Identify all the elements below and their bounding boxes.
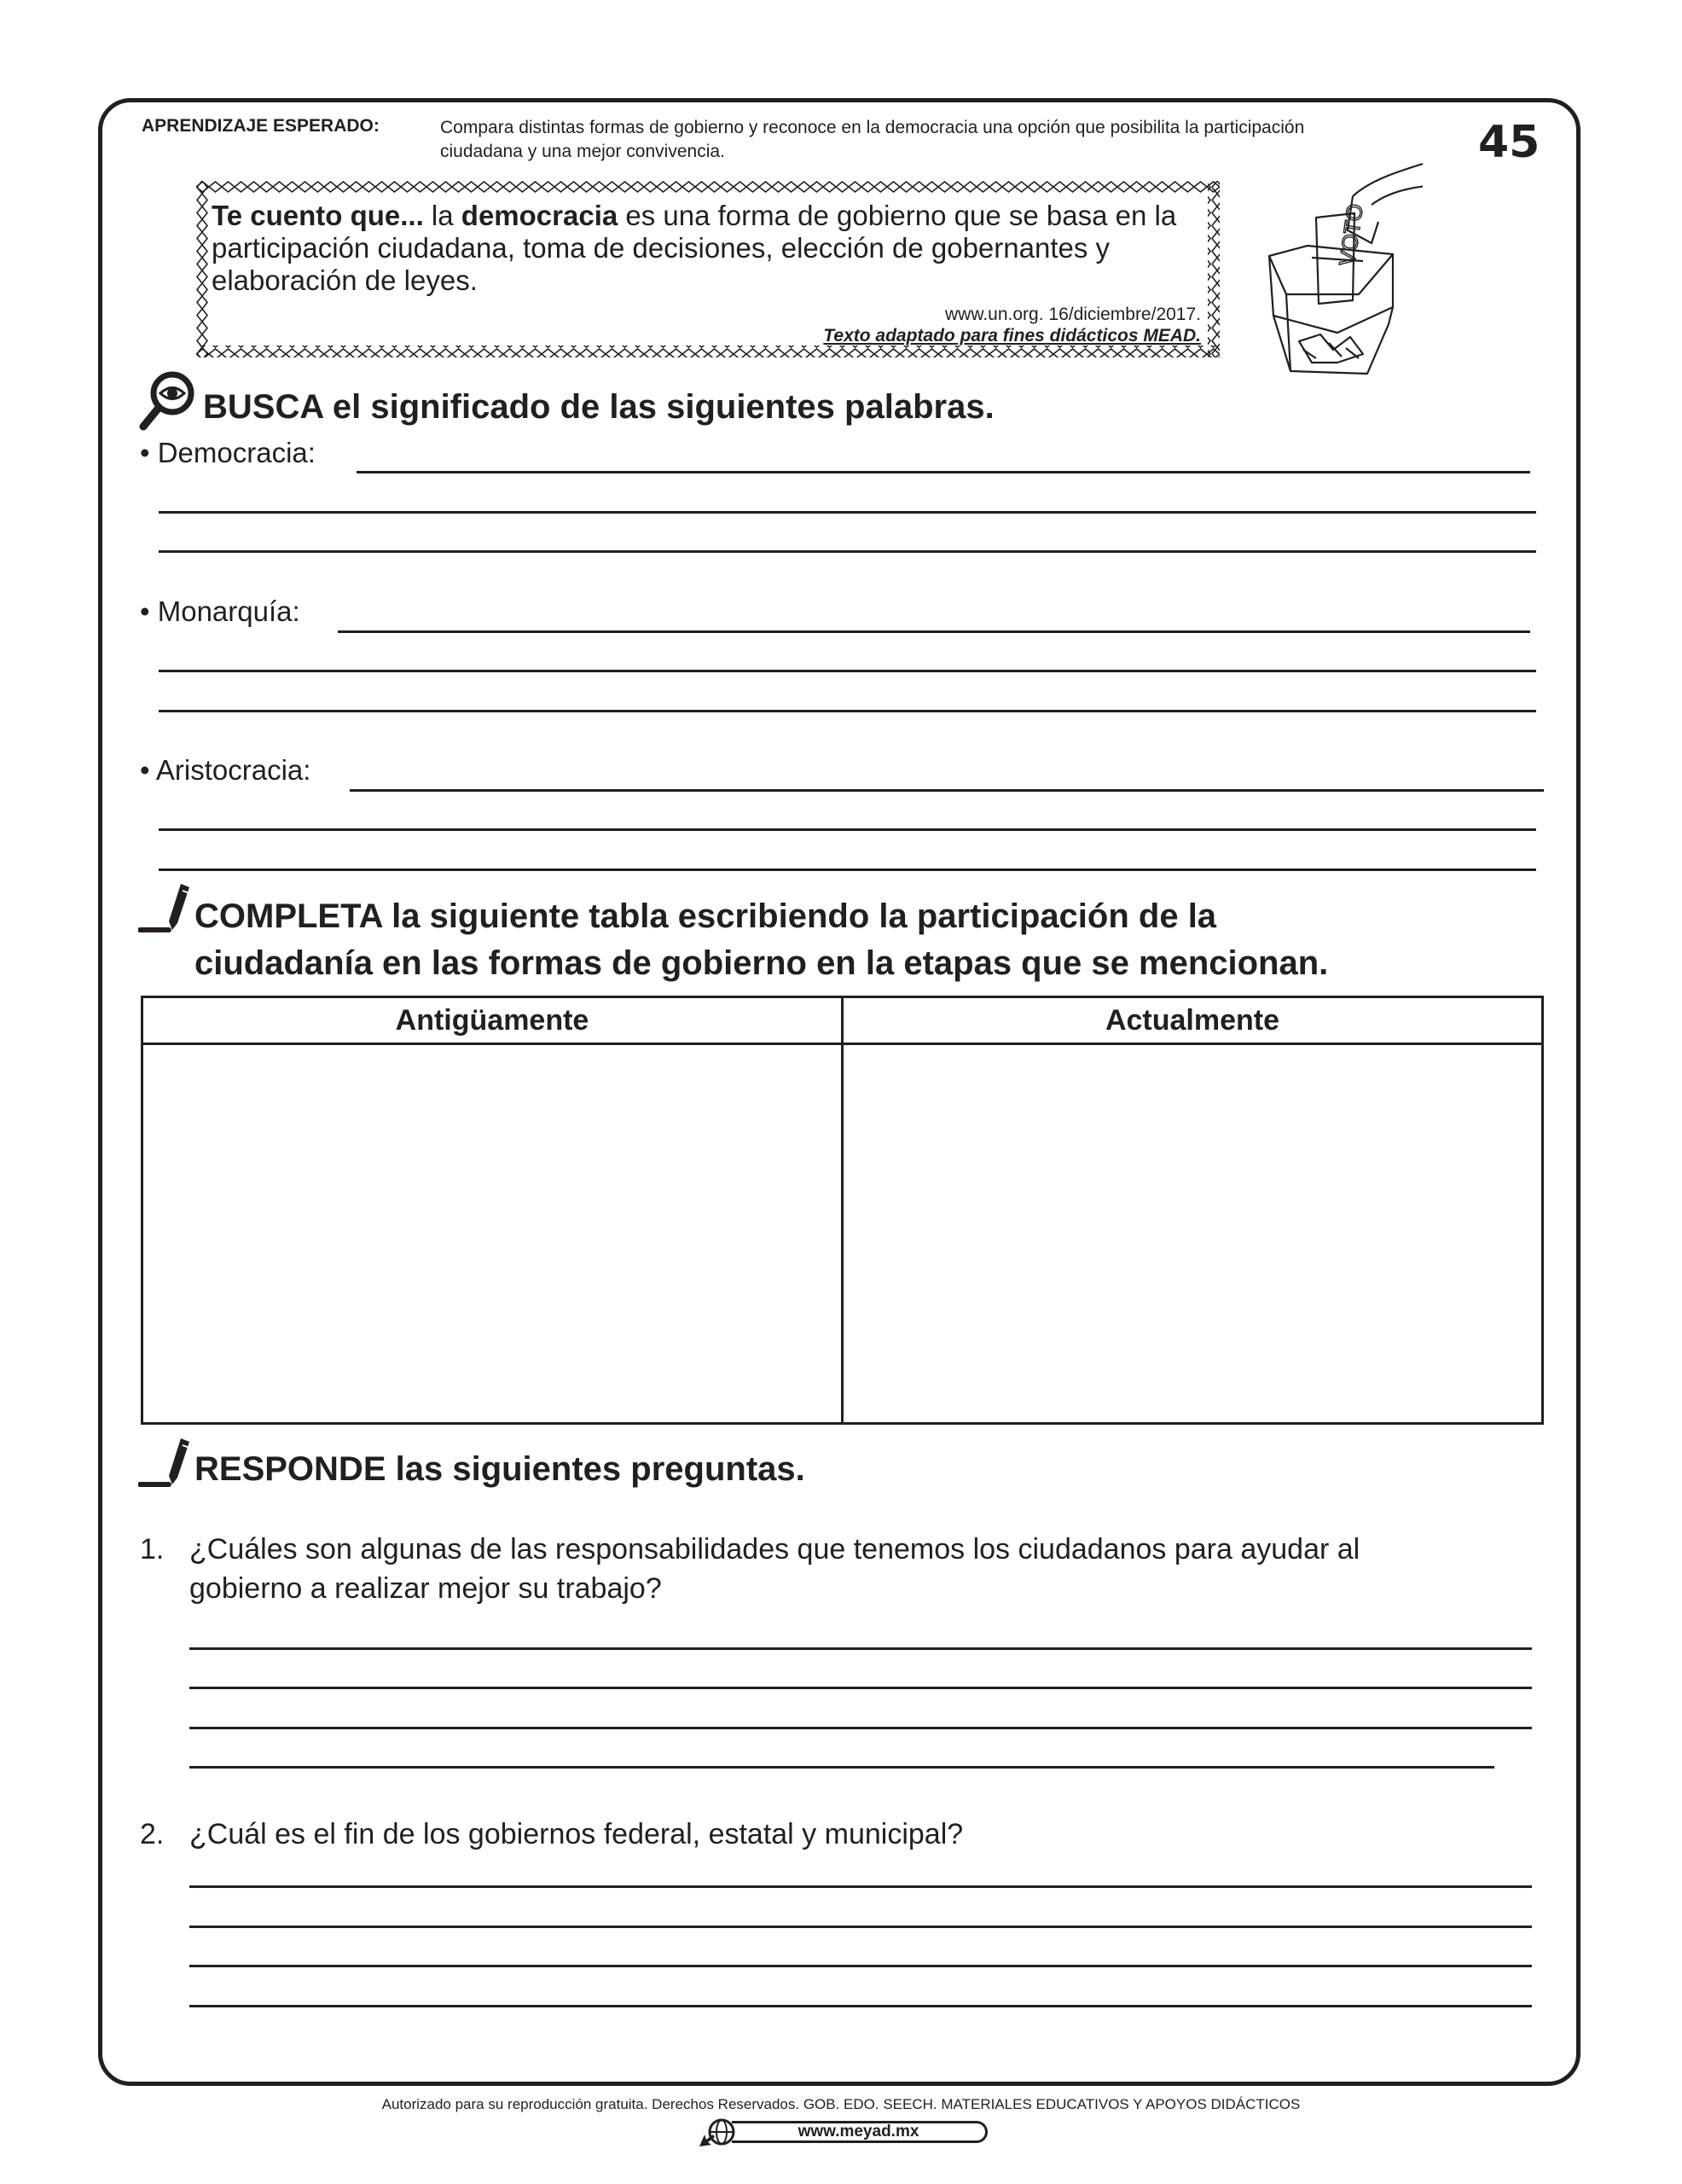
answer-line[interactable] [159,670,1536,672]
answer-line[interactable] [159,710,1536,712]
pencil-icon [138,880,194,933]
question-number: 1. [140,1533,165,1565]
answer-line[interactable] [189,2005,1532,2007]
answer-line[interactable] [159,511,1536,514]
answer-line[interactable] [159,550,1536,553]
term-monarquia: • Monarquía: [140,595,300,627]
footer-url-link[interactable]: www.meyad.mx [732,2121,988,2143]
column-header-actualmente: Actualmente [843,997,1543,1044]
answer-line[interactable] [159,828,1536,831]
magnifier-eye-icon [138,370,196,432]
intro-note: Texto adaptado para fines didácticos MEAD. [823,326,1201,346]
question-text: ¿Cuáles son algunas de las responsabilidades que tenemos los ciudadanos para ayudar al [189,1533,1360,1565]
globe-cursor-icon [698,2117,735,2148]
intro-source: www.un.org. 16/diciembre/2017. [945,305,1201,324]
intro-box [196,181,1220,357]
answer-line[interactable] [159,868,1536,871]
answer-line[interactable] [189,1885,1532,1888]
busca-heading: BUSCA el significado de las siguientes palabras. [203,388,995,426]
cell-antiguamente[interactable] [142,1044,843,1424]
answer-line[interactable] [189,1687,1532,1689]
question-text: gobierno a realizar mejor su trabajo? [189,1572,662,1605]
responde-heading: RESPONDE las siguientes preguntas. [194,1450,805,1488]
intro-lead: Te cuento que... [212,200,424,231]
answer-line[interactable] [189,1965,1532,1967]
cell-actualmente[interactable] [843,1044,1543,1424]
term-aristocracia: • Aristocracia: [140,754,311,786]
answer-line[interactable] [350,789,1544,792]
answer-line[interactable] [189,1926,1532,1928]
ballot-label: VOTO [1334,201,1368,268]
comparison-table [141,996,1544,1425]
answer-line[interactable] [189,1766,1494,1769]
question-number: 2. [140,1818,165,1850]
pencil-icon [138,1435,194,1488]
answer-line[interactable] [357,471,1530,473]
intro-term: democracia [461,200,618,231]
answer-line[interactable] [189,1727,1532,1729]
table-row [142,1044,1543,1424]
answer-line[interactable] [338,630,1530,633]
learning-label: APRENDIZAJE ESPERADO: [142,116,380,136]
intro-text: Te cuento que... la democracia es una forma de gobierno que se basa en la participación ciudadana, toma de decisiones, elección de gobernantes y elaboración de leyes. [212,200,1177,296]
answer-line[interactable] [189,1647,1532,1650]
term-democracia: • Democracia: [140,437,316,468]
ballot-box-illustration [1252,145,1423,384]
completa-heading-line2: ciudadanía en las formas de gobierno en la etapas que se mencionan. [194,944,1329,982]
column-header-antiguamente: Antigüamente [142,997,843,1044]
footer-rights: Autorizado para su reproducción gratuita. Derechos Reservados. GOB. EDO. SEECH. MATERIALES EDUCATIVOS Y APOYOS DIDÁCTICOS [381,2096,1301,2112]
completa-heading: COMPLETA la siguiente tabla escribiendo la participación de la [194,897,1217,935]
question-text: ¿Cuál es el fin de los gobiernos federal, estatal y municipal? [189,1818,964,1850]
page-number: 45 [1478,117,1540,168]
learning-text: Compara distintas formas de gobierno y reconoce en la democracia una opción que posibilita la participación ciudadana y una mejor convivencia. [440,118,1305,161]
